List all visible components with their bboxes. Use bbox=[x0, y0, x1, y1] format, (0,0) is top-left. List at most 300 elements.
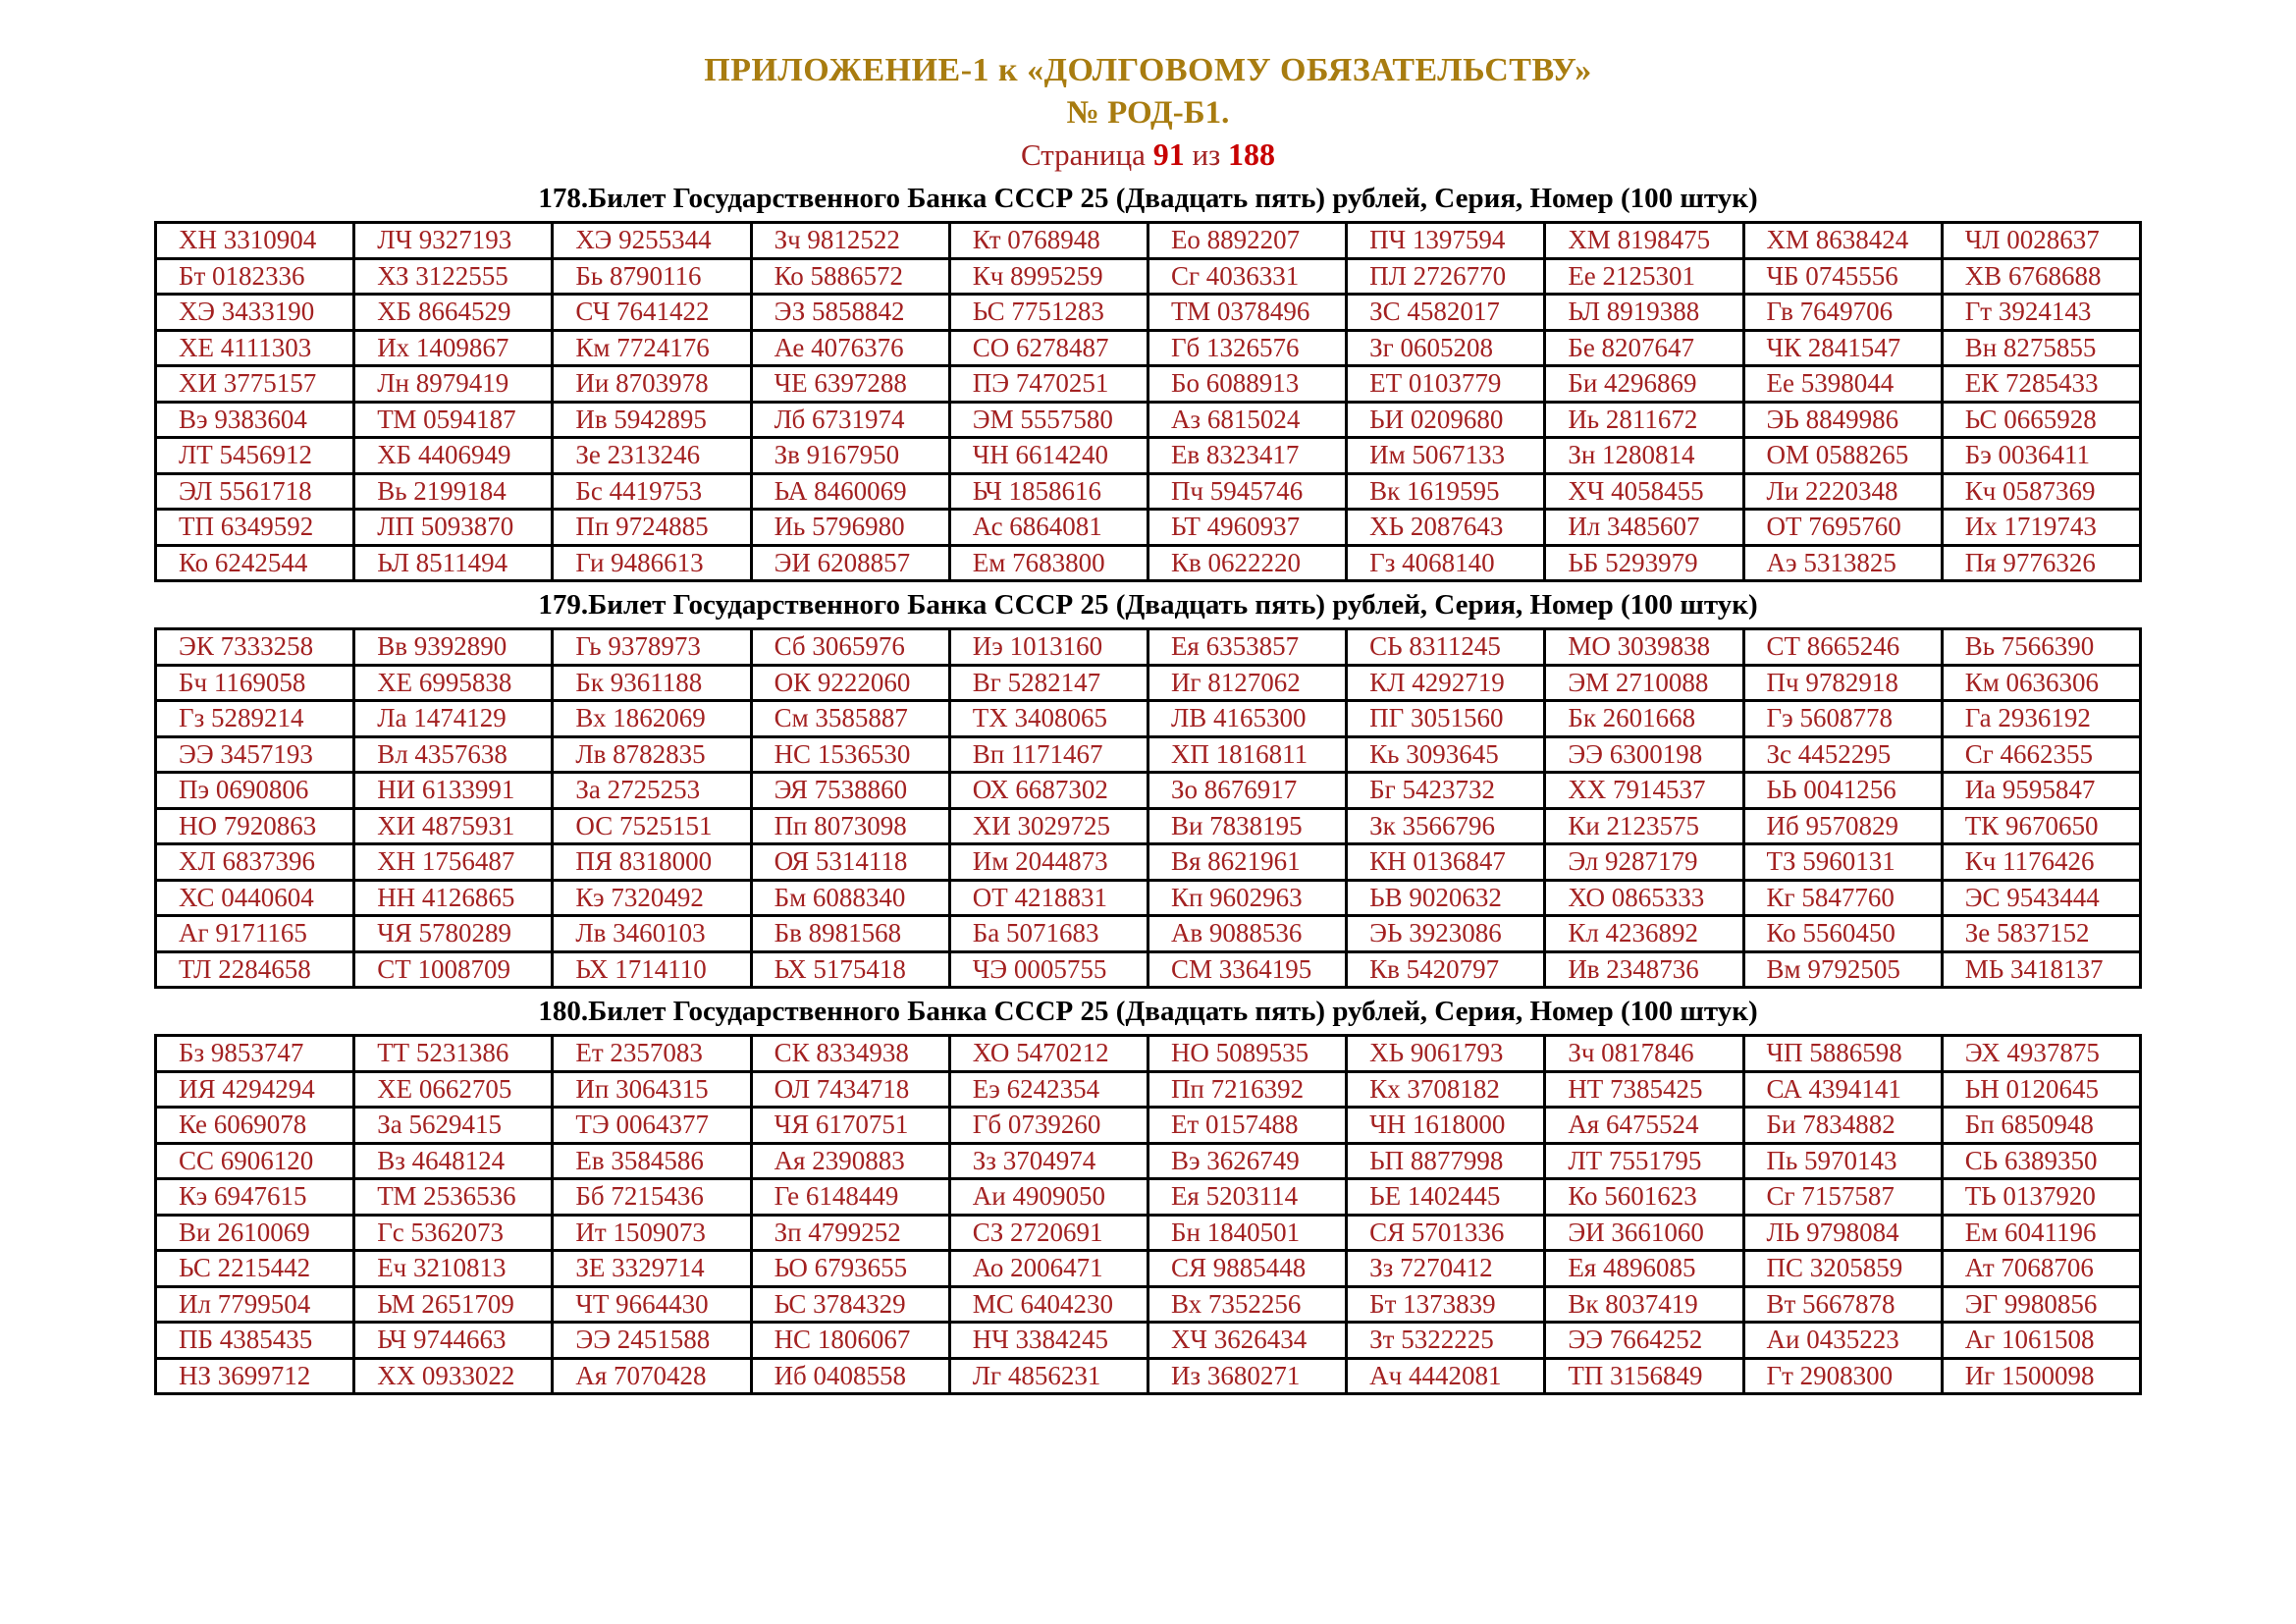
serial-cell: Иб 9570829 bbox=[1743, 808, 1942, 844]
serial-cell: ЕК 7285433 bbox=[1942, 366, 2140, 403]
serial-cell: См 3585887 bbox=[751, 701, 949, 737]
serial-cell: Ко 5886572 bbox=[751, 258, 949, 295]
table-row bbox=[156, 295, 2141, 331]
serial-cell: Ив 5942895 bbox=[553, 402, 751, 438]
serial-cell: Зе 2313246 bbox=[553, 438, 751, 474]
serial-cell: ЬС 3784329 bbox=[751, 1286, 949, 1323]
table-row bbox=[156, 402, 2141, 438]
serial-cell: ЛТ 7551795 bbox=[1545, 1143, 1743, 1179]
serial-cell: Зн 1280814 bbox=[1545, 438, 1743, 474]
serial-cell: ТМ 0378496 bbox=[1148, 295, 1346, 331]
serial-cell: ЭЛ 5561718 bbox=[156, 473, 354, 510]
page-of-word: из bbox=[1192, 137, 1221, 172]
serial-cell: Аи 0435223 bbox=[1743, 1323, 1942, 1359]
serial-cell: Зз 3704974 bbox=[949, 1143, 1148, 1179]
serial-cell: СА 4394141 bbox=[1743, 1071, 1942, 1108]
serial-cell: НИ 6133991 bbox=[354, 773, 553, 809]
serial-cell: НН 4126865 bbox=[354, 880, 553, 916]
serial-cell: Бэ 0036411 bbox=[1942, 438, 2140, 474]
serial-cell: ТК 9670650 bbox=[1942, 808, 2140, 844]
serial-cell: ПЭ 7470251 bbox=[949, 366, 1148, 403]
serial-cell: ЭЭ 3457193 bbox=[156, 736, 354, 773]
serial-cell: ЧП 5886598 bbox=[1743, 1036, 1942, 1072]
serial-cell: Км 0636306 bbox=[1942, 665, 2140, 701]
serial-cell: Бт 0182336 bbox=[156, 258, 354, 295]
serial-cell: Вэ 3626749 bbox=[1148, 1143, 1346, 1179]
serial-cell: Ее 2125301 bbox=[1545, 258, 1743, 295]
serial-cell: Пч 5945746 bbox=[1148, 473, 1346, 510]
table-row bbox=[156, 844, 2141, 881]
serial-cell: Эл 9287179 bbox=[1545, 844, 1743, 881]
serial-cell: Ев 8323417 bbox=[1148, 438, 1346, 474]
serial-cell: ХЬ 2087643 bbox=[1347, 510, 1545, 546]
serial-cell: Гэ 5608778 bbox=[1743, 701, 1942, 737]
serial-cell: ЬС 0665928 bbox=[1942, 402, 2140, 438]
serial-cell: Ли 2220348 bbox=[1743, 473, 1942, 510]
serials-table-179 bbox=[154, 627, 2142, 989]
serial-cell: ЭЭ 2451588 bbox=[553, 1323, 751, 1359]
serial-cell: ХИ 4875931 bbox=[354, 808, 553, 844]
serial-cell: ОЯ 5314118 bbox=[751, 844, 949, 881]
serial-cell: СЯ 5701336 bbox=[1347, 1215, 1545, 1251]
serial-cell: ХИ 3029725 bbox=[949, 808, 1148, 844]
serial-cell: МС 6404230 bbox=[949, 1286, 1148, 1323]
serial-cell: ЬМ 2651709 bbox=[354, 1286, 553, 1323]
serial-cell: Вх 7352256 bbox=[1148, 1286, 1346, 1323]
serial-cell: Зп 4799252 bbox=[751, 1215, 949, 1251]
serial-cell: ЬВ 9020632 bbox=[1347, 880, 1545, 916]
serial-cell: ЧБ 0745556 bbox=[1743, 258, 1942, 295]
serial-cell: ЧН 1618000 bbox=[1347, 1108, 1545, 1144]
serial-cell: Ко 6242544 bbox=[156, 545, 354, 581]
serial-cell: Лн 8979419 bbox=[354, 366, 553, 403]
serial-cell: Пэ 0690806 bbox=[156, 773, 354, 809]
serial-cell: ЧК 2841547 bbox=[1743, 330, 1942, 366]
serial-cell: Ии 8703978 bbox=[553, 366, 751, 403]
serial-cell: КЛ 4292719 bbox=[1347, 665, 1545, 701]
serial-cell: СМ 3364195 bbox=[1148, 951, 1346, 988]
serial-cell: ЬЧ 1858616 bbox=[949, 473, 1148, 510]
section-header-180: 180.Билет Государственного Банка СССР 25 (Двадцать пять) рублей, Серия, Номер (100 штук) bbox=[538, 996, 1758, 1027]
section-header-179: 179.Билет Государственного Банка СССР 25 (Двадцать пять) рублей, Серия, Номер (100 штук) bbox=[538, 589, 1758, 621]
serial-cell: Вз 4648124 bbox=[354, 1143, 553, 1179]
serial-cell: ЭМ 5557580 bbox=[949, 402, 1148, 438]
serial-cell: ЬЧ 9744663 bbox=[354, 1323, 553, 1359]
serial-cell: Ко 5560450 bbox=[1743, 916, 1942, 952]
serial-cell: КН 0136847 bbox=[1347, 844, 1545, 881]
serial-cell: Вь 2199184 bbox=[354, 473, 553, 510]
serial-cell: ЧН 6614240 bbox=[949, 438, 1148, 474]
serial-cell: ЭС 9543444 bbox=[1942, 880, 2140, 916]
serial-cell: ЬО 6793655 bbox=[751, 1251, 949, 1287]
serial-cell: СЗ 2720691 bbox=[949, 1215, 1148, 1251]
serial-cell: ХЭ 9255344 bbox=[553, 223, 751, 259]
serial-cell: ЛП 5093870 bbox=[354, 510, 553, 546]
serial-cell: ТТ 5231386 bbox=[354, 1036, 553, 1072]
serial-cell: ЬБ 5293979 bbox=[1545, 545, 1743, 581]
serial-cell: Бн 1840501 bbox=[1148, 1215, 1346, 1251]
serial-cell: Гз 4068140 bbox=[1347, 545, 1545, 581]
serial-cell: Бз 9853747 bbox=[156, 1036, 354, 1072]
serial-cell: СО 6278487 bbox=[949, 330, 1148, 366]
serial-cell: Ет 0157488 bbox=[1148, 1108, 1346, 1144]
serial-cell: НЧ 3384245 bbox=[949, 1323, 1148, 1359]
serial-cell: ПЯ 8318000 bbox=[553, 844, 751, 881]
serial-cell: ТП 3156849 bbox=[1545, 1358, 1743, 1394]
serials-table-180 bbox=[154, 1034, 2142, 1395]
serial-cell: Зз 7270412 bbox=[1347, 1251, 1545, 1287]
serial-cell: Вх 1862069 bbox=[553, 701, 751, 737]
serial-cell: Км 7724176 bbox=[553, 330, 751, 366]
table-row bbox=[156, 736, 2141, 773]
serial-cell: Вк 8037419 bbox=[1545, 1286, 1743, 1323]
serial-cell: Ая 7070428 bbox=[553, 1358, 751, 1394]
serial-cell: ХЕ 6995838 bbox=[354, 665, 553, 701]
table-row bbox=[156, 1179, 2141, 1216]
serial-cell: Ея 4896085 bbox=[1545, 1251, 1743, 1287]
serial-cell: НО 5089535 bbox=[1148, 1036, 1346, 1072]
serial-cell: ЭГ 9980856 bbox=[1942, 1286, 2140, 1323]
serial-cell: Ги 9486613 bbox=[553, 545, 751, 581]
serial-cell: ЭИ 6208857 bbox=[751, 545, 949, 581]
serial-cell: СК 8334938 bbox=[751, 1036, 949, 1072]
table-row bbox=[156, 916, 2141, 952]
serial-cell: Лв 3460103 bbox=[553, 916, 751, 952]
serial-cell: ХЗ 3122555 bbox=[354, 258, 553, 295]
serial-cell: ЧЭ 0005755 bbox=[949, 951, 1148, 988]
serial-cell: Вл 4357638 bbox=[354, 736, 553, 773]
serial-cell: ЭЭ 7664252 bbox=[1545, 1323, 1743, 1359]
serial-cell: Ла 1474129 bbox=[354, 701, 553, 737]
serial-cell: НЗ 3699712 bbox=[156, 1358, 354, 1394]
serial-cell: Иб 0408558 bbox=[751, 1358, 949, 1394]
serial-cell: Ко 5601623 bbox=[1545, 1179, 1743, 1216]
serial-cell: Аг 1061508 bbox=[1942, 1323, 2140, 1359]
serial-cell: Гс 5362073 bbox=[354, 1215, 553, 1251]
table-row bbox=[156, 773, 2141, 809]
serial-cell: Бч 1169058 bbox=[156, 665, 354, 701]
serial-cell: Пя 9776326 bbox=[1942, 545, 2140, 581]
serial-cell: Сг 4662355 bbox=[1942, 736, 2140, 773]
serial-cell: Сб 3065976 bbox=[751, 629, 949, 666]
serial-cell: Ат 7068706 bbox=[1942, 1251, 2140, 1287]
serial-cell: Кч 1176426 bbox=[1942, 844, 2140, 881]
serial-cell: ЛЬ 9798084 bbox=[1743, 1215, 1942, 1251]
serial-cell: ЧЯ 6170751 bbox=[751, 1108, 949, 1144]
serial-cell: Бг 5423732 bbox=[1347, 773, 1545, 809]
serial-cell: Гз 5289214 bbox=[156, 701, 354, 737]
serial-cell: Зв 9167950 bbox=[751, 438, 949, 474]
serial-cell: ХБ 4406949 bbox=[354, 438, 553, 474]
serial-cell: ТЭ 0064377 bbox=[553, 1108, 751, 1144]
serial-cell: Их 1409867 bbox=[354, 330, 553, 366]
serial-cell: ХМ 8198475 bbox=[1545, 223, 1743, 259]
serial-cell: Ач 4442081 bbox=[1347, 1358, 1545, 1394]
serial-cell: ЬТ 4960937 bbox=[1148, 510, 1346, 546]
serial-cell: ХВ 6768688 bbox=[1942, 258, 2140, 295]
serial-cell: ЭХ 4937875 bbox=[1942, 1036, 2140, 1072]
serial-cell: Вя 8621961 bbox=[1148, 844, 1346, 881]
serial-cell: Вн 8275855 bbox=[1942, 330, 2140, 366]
serial-cell: Зт 5322225 bbox=[1347, 1323, 1545, 1359]
serial-cell: Ем 7683800 bbox=[949, 545, 1148, 581]
serial-cell: СТ 1008709 bbox=[354, 951, 553, 988]
table-row bbox=[156, 1251, 2141, 1287]
serial-cell: ЭЬ 8849986 bbox=[1743, 402, 1942, 438]
serial-cell: НС 1536530 bbox=[751, 736, 949, 773]
serial-cell: ХЧ 4058455 bbox=[1545, 473, 1743, 510]
serial-cell: ПБ 4385435 bbox=[156, 1323, 354, 1359]
serial-cell: ЬС 7751283 bbox=[949, 295, 1148, 331]
serial-cell: ЗС 4582017 bbox=[1347, 295, 1545, 331]
serial-cell: ЬЛ 8919388 bbox=[1545, 295, 1743, 331]
serial-cell: Ви 2610069 bbox=[156, 1215, 354, 1251]
serial-cell: ПЛ 2726770 bbox=[1347, 258, 1545, 295]
serial-cell: ХЕ 0662705 bbox=[354, 1071, 553, 1108]
serial-cell: Гб 1326576 bbox=[1148, 330, 1346, 366]
serial-cell: Кв 0622220 bbox=[1148, 545, 1346, 581]
serial-cell: ЧТ 9664430 bbox=[553, 1286, 751, 1323]
serial-cell: Кв 5420797 bbox=[1347, 951, 1545, 988]
serial-cell: СС 6906120 bbox=[156, 1143, 354, 1179]
serial-cell: Бм 6088340 bbox=[751, 880, 949, 916]
serials-table-178 bbox=[154, 221, 2142, 582]
serial-cell: ЬП 8877998 bbox=[1347, 1143, 1545, 1179]
page-word: Страница bbox=[1020, 137, 1146, 172]
serial-cell: Иг 8127062 bbox=[1148, 665, 1346, 701]
serial-cell: Га 2936192 bbox=[1942, 701, 2140, 737]
table-row bbox=[156, 665, 2141, 701]
serial-cell: Бк 9361188 bbox=[553, 665, 751, 701]
serial-cell: Вэ 9383604 bbox=[156, 402, 354, 438]
serial-cell: НС 1806067 bbox=[751, 1323, 949, 1359]
serial-cell: Бс 4419753 bbox=[553, 473, 751, 510]
serial-cell: Бо 6088913 bbox=[1148, 366, 1346, 403]
serial-cell: ТМ 2536536 bbox=[354, 1179, 553, 1216]
serial-cell: ХБ 8664529 bbox=[354, 295, 553, 331]
serial-cell: Из 3680271 bbox=[1148, 1358, 1346, 1394]
serial-cell: Ея 6353857 bbox=[1148, 629, 1346, 666]
serial-cell: ХХ 0933022 bbox=[354, 1358, 553, 1394]
page-indicator bbox=[154, 134, 2142, 176]
serial-cell: Гт 3924143 bbox=[1942, 295, 2140, 331]
serial-cell: ТЬ 0137920 bbox=[1942, 1179, 2140, 1216]
table-row bbox=[156, 473, 2141, 510]
serial-cell: Гь 9378973 bbox=[553, 629, 751, 666]
serial-cell: ХН 1756487 bbox=[354, 844, 553, 881]
serial-cell: Ке 6069078 bbox=[156, 1108, 354, 1144]
serial-cell: Ил 3485607 bbox=[1545, 510, 1743, 546]
serial-cell: Аг 9171165 bbox=[156, 916, 354, 952]
serial-cell: ЕТ 0103779 bbox=[1347, 366, 1545, 403]
serial-cell: ХЧ 3626434 bbox=[1148, 1323, 1346, 1359]
serial-cell: Кэ 6947615 bbox=[156, 1179, 354, 1216]
serial-cell: Зг 0605208 bbox=[1347, 330, 1545, 366]
serial-cell: Ао 2006471 bbox=[949, 1251, 1148, 1287]
serial-cell: Ба 5071683 bbox=[949, 916, 1148, 952]
serial-cell: Аэ 5313825 bbox=[1743, 545, 1942, 581]
serial-cell: СЧ 7641422 bbox=[553, 295, 751, 331]
serial-cell: Ив 2348736 bbox=[1545, 951, 1743, 988]
serial-cell: Кэ 7320492 bbox=[553, 880, 751, 916]
serial-cell: Ае 4076376 bbox=[751, 330, 949, 366]
document-page bbox=[154, 0, 2142, 1395]
serial-cell: ЬЬ 0041256 bbox=[1743, 773, 1942, 809]
serial-cell: Гб 0739260 bbox=[949, 1108, 1148, 1144]
serial-cell: Зс 4452295 bbox=[1743, 736, 1942, 773]
table-row bbox=[156, 1071, 2141, 1108]
serial-cell: Би 4296869 bbox=[1545, 366, 1743, 403]
serial-cell: ОТ 7695760 bbox=[1743, 510, 1942, 546]
serial-cell: Ит 1509073 bbox=[553, 1215, 751, 1251]
serial-cell: Вк 1619595 bbox=[1347, 473, 1545, 510]
serial-cell: Сг 4036331 bbox=[1148, 258, 1346, 295]
serial-cell: Иг 1500098 bbox=[1942, 1358, 2140, 1394]
serial-cell: ОС 7525151 bbox=[553, 808, 751, 844]
serial-cell: Ип 3064315 bbox=[553, 1071, 751, 1108]
serial-cell: Пп 7216392 bbox=[1148, 1071, 1346, 1108]
serial-cell: Иа 9595847 bbox=[1942, 773, 2140, 809]
serial-cell: Кт 0768948 bbox=[949, 223, 1148, 259]
serial-cell: ЬС 2215442 bbox=[156, 1251, 354, 1287]
serial-cell: Бь 8790116 bbox=[553, 258, 751, 295]
serial-cell: ХО 5470212 bbox=[949, 1036, 1148, 1072]
serial-cell: Зе 5837152 bbox=[1942, 916, 2140, 952]
table-row bbox=[156, 366, 2141, 403]
serial-cell: Ил 7799504 bbox=[156, 1286, 354, 1323]
serial-cell: Зо 8676917 bbox=[1148, 773, 1346, 809]
serial-cell: ХН 3310904 bbox=[156, 223, 354, 259]
serial-cell: НТ 7385425 bbox=[1545, 1071, 1743, 1108]
serial-cell: ПГ 3051560 bbox=[1347, 701, 1545, 737]
table-row bbox=[156, 223, 2141, 259]
serial-cell: ХП 1816811 bbox=[1148, 736, 1346, 773]
serial-cell: ЛТ 5456912 bbox=[156, 438, 354, 474]
serial-cell: ОК 9222060 bbox=[751, 665, 949, 701]
serial-cell: Иэ 1013160 bbox=[949, 629, 1148, 666]
serial-cell: Вт 5667878 bbox=[1743, 1286, 1942, 1323]
serial-cell: ЬЛ 8511494 bbox=[354, 545, 553, 581]
document-number: № РОД-Б1. bbox=[1066, 95, 1230, 131]
serial-cell: ОЛ 7434718 bbox=[751, 1071, 949, 1108]
serial-cell: Им 5067133 bbox=[1347, 438, 1545, 474]
serial-cell: Бк 2601668 bbox=[1545, 701, 1743, 737]
serial-cell: ХЭ 3433190 bbox=[156, 295, 354, 331]
table-row bbox=[156, 1108, 2141, 1144]
serial-cell: Ас 6864081 bbox=[949, 510, 1148, 546]
page-number-current: 91 bbox=[1152, 136, 1185, 172]
serial-cell: Иь 2811672 bbox=[1545, 402, 1743, 438]
serial-cell: Кп 9602963 bbox=[1148, 880, 1346, 916]
table-row bbox=[156, 1358, 2141, 1394]
serial-cell: Зч 0817846 bbox=[1545, 1036, 1743, 1072]
serial-cell: Им 2044873 bbox=[949, 844, 1148, 881]
serial-cell: ПЧ 1397594 bbox=[1347, 223, 1545, 259]
table-row bbox=[156, 951, 2141, 988]
section-header-178: 178.Билет Государственного Банка СССР 25 (Двадцать пять) рублей, Серия, Номер (100 штук) bbox=[538, 183, 1758, 214]
serial-cell: Сг 7157587 bbox=[1743, 1179, 1942, 1216]
serial-cell: Ея 5203114 bbox=[1148, 1179, 1346, 1216]
serial-cell: Бт 1373839 bbox=[1347, 1286, 1545, 1323]
serial-cell: Ге 6148449 bbox=[751, 1179, 949, 1216]
serial-cell: ХС 0440604 bbox=[156, 880, 354, 916]
serial-cell: Пч 9782918 bbox=[1743, 665, 1942, 701]
serial-cell: ХЬ 9061793 bbox=[1347, 1036, 1545, 1072]
page-title: ПРИЛОЖЕНИЕ-1 к «ДОЛГОВОМУ ОБЯЗАТЕЛЬСТВУ» bbox=[704, 52, 1592, 88]
serial-cell: Кч 0587369 bbox=[1942, 473, 2140, 510]
serial-cell: СТ 8665246 bbox=[1743, 629, 1942, 666]
serial-cell: ХЕ 4111303 bbox=[156, 330, 354, 366]
serial-cell: МЬ 3418137 bbox=[1942, 951, 2140, 988]
serial-cell: ЛВ 4165300 bbox=[1148, 701, 1346, 737]
serial-cell: ЧЕ 6397288 bbox=[751, 366, 949, 403]
serial-cell: Еч 3210813 bbox=[354, 1251, 553, 1287]
serial-cell: ИЯ 4294294 bbox=[156, 1071, 354, 1108]
serial-cell: ОМ 0588265 bbox=[1743, 438, 1942, 474]
serial-cell: ЭМ 2710088 bbox=[1545, 665, 1743, 701]
serial-cell: ХО 0865333 bbox=[1545, 880, 1743, 916]
table-row bbox=[156, 510, 2141, 546]
serial-cell: Пь 5970143 bbox=[1743, 1143, 1942, 1179]
serial-cell: ХХ 7914537 bbox=[1545, 773, 1743, 809]
serial-cell: ЭИ 3661060 bbox=[1545, 1215, 1743, 1251]
serial-cell: Гт 2908300 bbox=[1743, 1358, 1942, 1394]
serial-cell: ТЗ 5960131 bbox=[1743, 844, 1942, 881]
serial-cell: Лб 6731974 bbox=[751, 402, 949, 438]
serial-cell: ХИ 3775157 bbox=[156, 366, 354, 403]
table-row bbox=[156, 258, 2141, 295]
serial-cell: ОТ 4218831 bbox=[949, 880, 1148, 916]
serial-cell: СЬ 6389350 bbox=[1942, 1143, 2140, 1179]
serial-cell: ЬН 0120645 bbox=[1942, 1071, 2140, 1108]
table-row bbox=[156, 330, 2141, 366]
serial-cell: Ет 2357083 bbox=[553, 1036, 751, 1072]
serial-cell: ЭЬ 3923086 bbox=[1347, 916, 1545, 952]
table-row bbox=[156, 545, 2141, 581]
serial-cell: Кч 8995259 bbox=[949, 258, 1148, 295]
serial-cell: Лв 8782835 bbox=[553, 736, 751, 773]
serial-cell: ТМ 0594187 bbox=[354, 402, 553, 438]
serial-cell: Ви 7838195 bbox=[1148, 808, 1346, 844]
serial-cell: ЭЗ 5858842 bbox=[751, 295, 949, 331]
serial-cell: Вг 5282147 bbox=[949, 665, 1148, 701]
serial-cell: ЭЯ 7538860 bbox=[751, 773, 949, 809]
serial-cell: СЯ 9885448 bbox=[1148, 1251, 1346, 1287]
serial-cell: Ев 3584586 bbox=[553, 1143, 751, 1179]
table-row bbox=[156, 1323, 2141, 1359]
serial-cell: Их 1719743 bbox=[1942, 510, 2140, 546]
serial-cell: Пп 9724885 bbox=[553, 510, 751, 546]
serial-cell: ЬХ 5175418 bbox=[751, 951, 949, 988]
table-row bbox=[156, 438, 2141, 474]
serial-cell: ЧЛ 0028637 bbox=[1942, 223, 2140, 259]
page-number-total: 188 bbox=[1228, 136, 1276, 172]
table-row bbox=[156, 808, 2141, 844]
table-row bbox=[156, 629, 2141, 666]
serial-cell: Лг 4856231 bbox=[949, 1358, 1148, 1394]
serial-cell: МО 3039838 bbox=[1545, 629, 1743, 666]
serial-cell: ПС 3205859 bbox=[1743, 1251, 1942, 1287]
serial-cell: Вв 9392890 bbox=[354, 629, 553, 666]
serial-cell: Аи 4909050 bbox=[949, 1179, 1148, 1216]
serial-cell: ХЛ 6837396 bbox=[156, 844, 354, 881]
serial-cell: ТП 6349592 bbox=[156, 510, 354, 546]
serial-cell: Ав 9088536 bbox=[1148, 916, 1346, 952]
serial-cell: Ая 2390883 bbox=[751, 1143, 949, 1179]
serial-cell: ЭК 7333258 bbox=[156, 629, 354, 666]
serial-cell: Вп 1171467 bbox=[949, 736, 1148, 773]
serial-cell: Еэ 6242354 bbox=[949, 1071, 1148, 1108]
